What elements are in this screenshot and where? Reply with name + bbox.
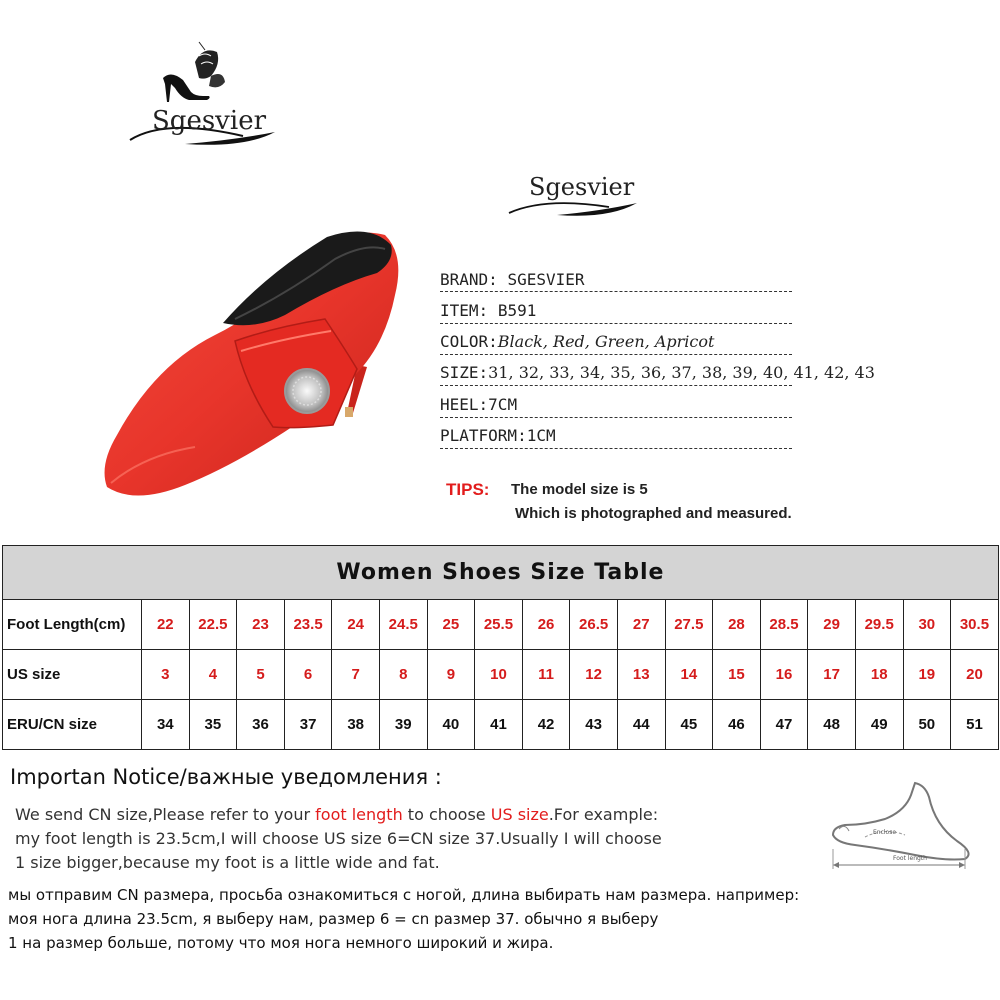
table-cell: 14 — [665, 650, 713, 700]
table-row — [3, 700, 999, 750]
highlight-us-size: US size — [490, 805, 549, 824]
table-cell: 23 — [237, 600, 285, 650]
notice-text: to choose — [402, 805, 491, 824]
butterfly-heel-icon — [125, 40, 285, 160]
spec-size — [440, 363, 875, 382]
table-cell: 48 — [808, 700, 856, 750]
notice-en-line-3: 1 size bigger,because my foot is a little wide and fat. — [15, 853, 440, 872]
table-cell: 15 — [713, 650, 761, 700]
size-table — [2, 545, 999, 750]
spec-heel-value: 7CM — [488, 395, 518, 414]
divider — [440, 417, 792, 418]
divider — [440, 323, 792, 324]
table-cell: 44 — [617, 700, 665, 750]
table-cell: 8 — [379, 650, 427, 700]
diagram-label-enclose: Enclose — [873, 829, 897, 836]
table-title: Women Shoes Size Table — [3, 546, 999, 600]
table-cell: 28.5 — [760, 600, 808, 650]
table-cell: 51 — [951, 700, 999, 750]
spec-platform — [440, 426, 556, 445]
table-cell: 27.5 — [665, 600, 713, 650]
spec-brand — [440, 270, 585, 289]
table-cell: 49 — [855, 700, 903, 750]
table-cell: 41 — [475, 700, 523, 750]
spec-platform-label: PLATFORM: — [440, 426, 527, 445]
table-cell: 40 — [427, 700, 475, 750]
table-cell: 28 — [713, 600, 761, 650]
table-cell: 18 — [855, 650, 903, 700]
notice-text: We send CN size,Please refer to your — [15, 805, 316, 824]
brand-logo-top — [125, 40, 285, 160]
row-header: US size — [3, 650, 142, 700]
table-cell: 4 — [189, 650, 237, 700]
table-cell: 26.5 — [570, 600, 618, 650]
notice-ru-line-3: 1 на размер больше, потому что моя нога немного широкий и жира. — [8, 934, 554, 952]
spec-color — [440, 332, 714, 351]
table-cell: 11 — [522, 650, 570, 700]
divider — [440, 385, 792, 386]
table-cell: 13 — [617, 650, 665, 700]
diagram-label-foot-length: Foot length — [893, 855, 927, 862]
table-cell: 12 — [570, 650, 618, 700]
table-row — [3, 600, 999, 650]
notice-ru-line-2: моя нога длина 23.5cm, я выберу нам, размер 6 = cn размер 37. обычно я выберу — [8, 910, 659, 928]
table-cell: 30.5 — [951, 600, 999, 650]
table-cell: 22 — [142, 600, 190, 650]
table-cell: 36 — [237, 700, 285, 750]
table-cell: 35 — [189, 700, 237, 750]
red-pump-shoe-icon — [95, 215, 415, 525]
table-cell: 37 — [284, 700, 332, 750]
spec-color-label: COLOR: — [440, 332, 498, 351]
row-header: Foot Length(cm) — [3, 600, 142, 650]
table-cell: 10 — [475, 650, 523, 700]
table-cell: 39 — [379, 700, 427, 750]
table-cell: 29 — [808, 600, 856, 650]
spec-item-value: B591 — [497, 301, 537, 320]
table-cell: 34 — [142, 700, 190, 750]
table-cell: 38 — [332, 700, 380, 750]
table-cell: 25.5 — [475, 600, 523, 650]
table-cell: 17 — [808, 650, 856, 700]
notice-text: .For example: — [548, 805, 659, 824]
table-row — [3, 650, 999, 700]
brand-logo-small — [505, 165, 645, 225]
table-cell: 16 — [760, 650, 808, 700]
row-header: ERU/CN size — [3, 700, 142, 750]
table-cell: 42 — [522, 700, 570, 750]
spec-brand-value: SGESVIER — [507, 270, 585, 289]
table-cell: 50 — [903, 700, 951, 750]
table-cell: 29.5 — [855, 600, 903, 650]
table-cell: 6 — [284, 650, 332, 700]
shoe-product-image — [95, 215, 415, 525]
table-cell: 45 — [665, 700, 713, 750]
table-cell: 30 — [903, 600, 951, 650]
table-cell: 20 — [951, 650, 999, 700]
spec-size-label: SIZE: — [440, 363, 489, 382]
table-cell: 5 — [237, 650, 285, 700]
divider — [440, 291, 792, 292]
tips-label: TIPS: — [446, 480, 490, 499]
logo-text: Sgesvier — [529, 173, 635, 201]
highlight-foot-length: foot length — [315, 805, 403, 824]
spec-color-value: Black, Red, Green, Apricot — [497, 332, 715, 351]
spec-platform-value: 1CM — [526, 426, 556, 445]
table-cell: 46 — [713, 700, 761, 750]
logo-text: Sgesvier — [152, 106, 267, 136]
table-cell: 22.5 — [189, 600, 237, 650]
table-title-row — [3, 546, 999, 600]
table-cell: 43 — [570, 700, 618, 750]
table-cell: 47 — [760, 700, 808, 750]
tips-line-1: The model size is 5 — [511, 481, 648, 498]
table-cell: 3 — [142, 650, 190, 700]
spec-heel — [440, 395, 517, 414]
spec-heel-label: HEEL: — [440, 395, 489, 414]
notice-en-line-2: my foot length is 23.5cm,I will choose US size 6=CN size 37.Usually I will choose — [15, 829, 662, 848]
table-cell: 24 — [332, 600, 380, 650]
divider — [440, 354, 792, 355]
notice-ru-line-1: мы отправим CN размера, просьба ознакомиться с ногой, длина выбирать нам размера. например: — [8, 886, 800, 904]
table-cell: 25 — [427, 600, 475, 650]
spec-size-value: 31, 32, 33, 34, 35, 36, 37, 38, 39, 40, 41, 42, 43 — [488, 363, 875, 382]
table-cell: 7 — [332, 650, 380, 700]
table-cell: 24.5 — [379, 600, 427, 650]
table-cell: 9 — [427, 650, 475, 700]
foot-measurement-diagram — [825, 775, 985, 875]
table-cell: 26 — [522, 600, 570, 650]
spec-item — [440, 301, 536, 320]
notice-en-line-1 — [15, 805, 658, 824]
spec-brand-label: BRAND: — [440, 270, 498, 289]
table-cell: 19 — [903, 650, 951, 700]
spec-item-label: ITEM: — [440, 301, 489, 320]
tips-line-2: Which is photographed and measured. — [515, 505, 792, 522]
table-cell: 23.5 — [284, 600, 332, 650]
divider — [440, 448, 792, 449]
notice-title: Importan Notice/важные уведомления : — [10, 765, 442, 789]
table-cell: 27 — [617, 600, 665, 650]
